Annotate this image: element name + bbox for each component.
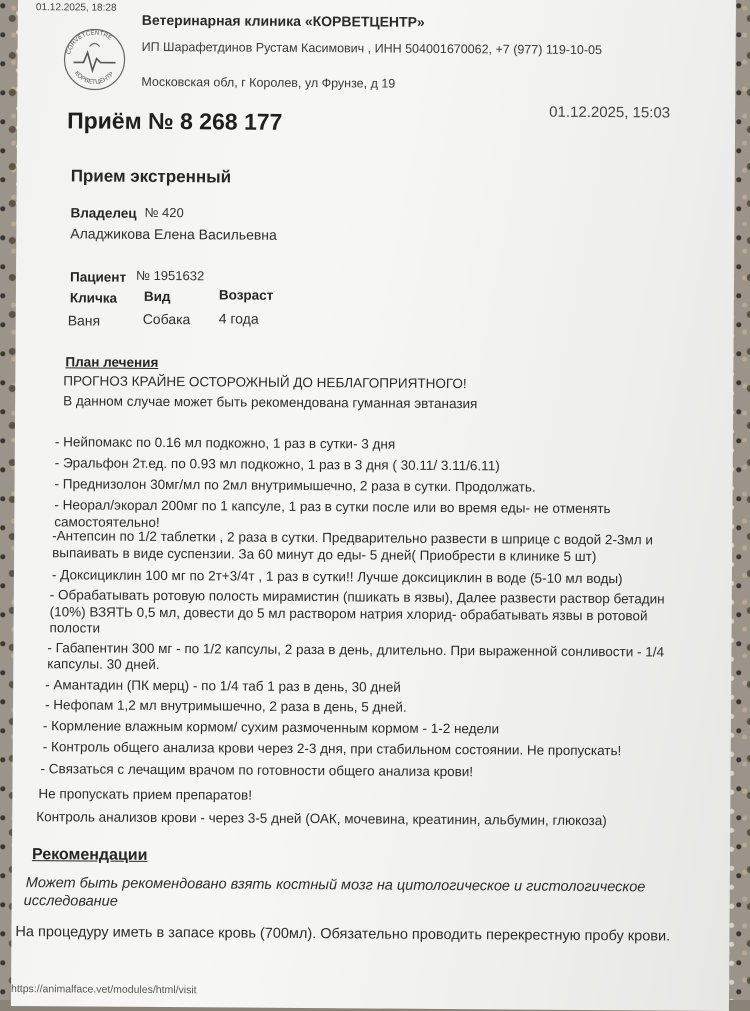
clinic-details: ИП Шарафетдинов Рустам Касимович , ИНН 504001670062, +7 (977) 119-10-05 bbox=[141, 39, 602, 58]
plan-title: План лечения bbox=[65, 354, 159, 370]
pet-name-label: Кличка bbox=[69, 290, 118, 306]
patient-number: № 1951632 bbox=[135, 267, 205, 284]
plan-line: - Амантадин (ПК мерц) - по 1/4 таб 1 раз в день, 30 дней bbox=[45, 677, 401, 695]
prognosis: ПРОГНОЗ КРАЙНЕ ОСТОРОЖНЫЙ ДО НЕБЛАГОПРИЯТНОГО! bbox=[63, 373, 467, 392]
clinic-address: Московская обл, г Королев, ул Фрунзе, д 19 bbox=[141, 74, 396, 91]
pet-age: 4 года bbox=[218, 310, 259, 327]
plan-line: Не пропускать прием препаратов! bbox=[38, 786, 253, 803]
recommendations-title: Рекомендации bbox=[31, 846, 148, 864]
plan-line: - Нефопам 1,2 мл внутримышечно, 2 раза в день, 5 дней. bbox=[44, 697, 407, 715]
pet-name: Ваня bbox=[67, 312, 101, 329]
plan-line: Контроль анализов крови - через 3-5 дней (ОАК, мочевина, креатинин, альбумин, глюкоза) bbox=[36, 809, 607, 829]
svg-text:CORVETCENTRE: CORVETCENTRE bbox=[65, 29, 114, 56]
recommendation-line: Может быть рекомендовано взять костный мозг на цитологическое и гистологическое bbox=[25, 875, 646, 896]
plan-line: самостоятельно! bbox=[54, 514, 160, 531]
footer-url: https://animalface.vet/modules/html/visit bbox=[11, 982, 197, 997]
age-label: Возраст bbox=[218, 287, 274, 303]
plan-line: капсулы. 30 дней. bbox=[47, 656, 160, 673]
plan-line: -Антепсин по 1/2 таблетки , 2 раза в сутки. Предварительно развести в шприце с водой 2-3мл и bbox=[52, 528, 653, 548]
clinic-name: Ветеринарная клиника «КОРВЕТЦЕНТР» bbox=[141, 11, 425, 30]
plan-line: выпаивать в виде суспензии. За 60 минут до еды- 5 дней( Приобрести в клинике 5 шт) bbox=[52, 545, 597, 565]
clinic-logo bbox=[59, 24, 129, 94]
plan-line: - Преднизолон 30мг/мл по 2мл внутримышечно, 2 раза в сутки. Продолжать. bbox=[54, 476, 536, 495]
patient-label: Пациент bbox=[69, 269, 127, 285]
owner-label: Владелец bbox=[70, 205, 137, 221]
printed-document bbox=[11, 0, 736, 1011]
plan-line: - Обрабатывать ротовую полость мирамистин (пшикать в язвы), Далее развести раствор бетадин bbox=[49, 587, 665, 607]
recommendation-line: исследование bbox=[23, 893, 118, 910]
plan-line: - Эральфон 2т.ед. по 0.93 мл подкожно, 1 раз в 3 дня ( 30.11/ 3.11/6.11) bbox=[54, 455, 500, 474]
owner-name: Аладжикова Елена Васильевна bbox=[70, 225, 277, 243]
owner-number: № 420 bbox=[144, 204, 184, 221]
visit-type: Прием экстренный bbox=[70, 166, 232, 187]
visit-datetime: 01.12.2025, 15:03 bbox=[549, 103, 671, 122]
plan-line: - Неорал/экорал 200мг по 1 капсуле, 1 раз в сутки после или во время еды- не отменять bbox=[54, 497, 611, 517]
plan-line: - Кормление влажным кормом/ сухим размоченным кормом - 1-2 недели bbox=[42, 718, 500, 737]
euthanasia-note: В данном случае может быть рекомендована гуманная эвтаназия bbox=[63, 393, 478, 412]
recommendation-line: На процедуру иметь в запасе кровь (700мл). Обязательно проводить перекрестную пробу крови. bbox=[15, 924, 671, 945]
plan-line: - Нейпомакс по 0.16 мл подкожно, 1 раз в сутки- 3 дня bbox=[54, 434, 396, 452]
svg-text:КОРВЕТЦЕНТР: КОРВЕТЦЕНТР bbox=[72, 69, 116, 86]
pet-species: Собака bbox=[142, 310, 191, 328]
plan-line: - Контроль общего анализа крови через 2-3 дня, при стабильном состоянии. Не пропускать! bbox=[42, 739, 622, 759]
visit-title: Приём № 8 268 177 bbox=[67, 107, 283, 135]
plan-line: - Доксициклин 100 мг по 2т+3/4т , 1 раз в сутки!! Лучше доксициклин в воде (5-10 мл воды) bbox=[51, 567, 623, 587]
plan-line: полости bbox=[49, 620, 101, 636]
species-label: Вид bbox=[143, 288, 171, 305]
plan-line: (10%) ВЗЯТЬ 0,5 мл, довести до 5 мл раствором натрия хлорид- обрабатывать язвы в ротовой bbox=[49, 604, 648, 624]
plan-line: - Связаться с лечащим врачом по готовности общего анализа крови! bbox=[40, 761, 474, 780]
print-timestamp: 01.12.2025, 18:28 bbox=[35, 2, 117, 14]
plan-line: - Габапентин 300 мг - по 1/2 капсулы, 2 раза в день, длительно. При выраженной сонливости - 1/4 bbox=[47, 640, 665, 660]
